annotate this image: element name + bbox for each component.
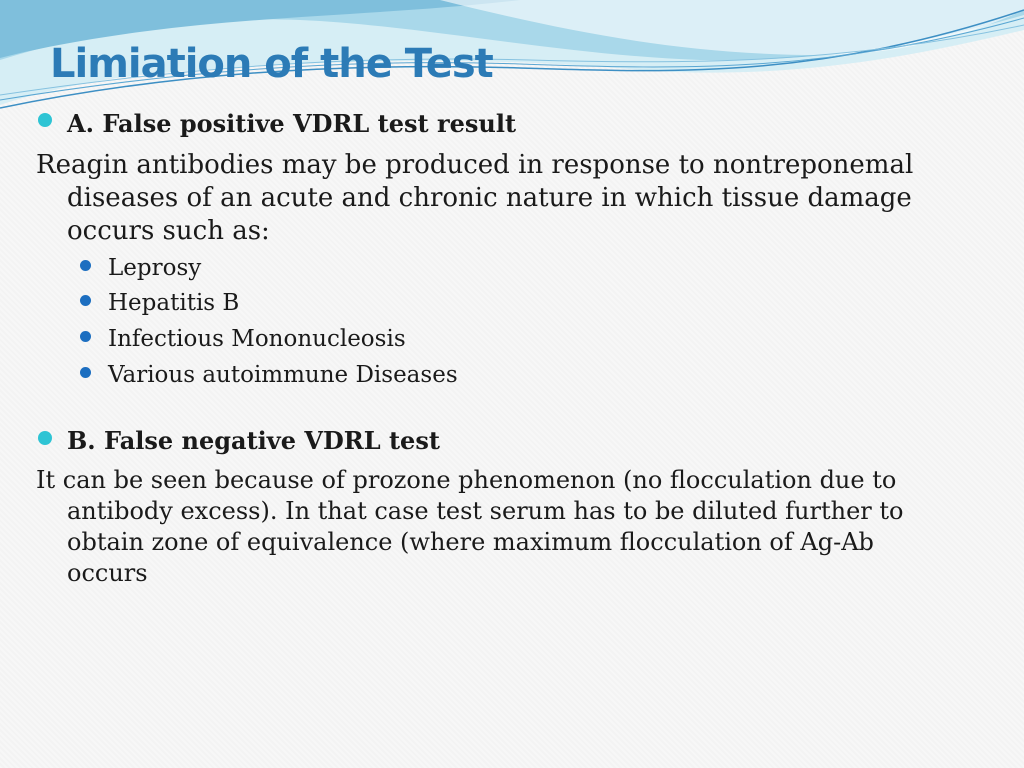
list-item-leprosy: Leprosy: [108, 255, 202, 281]
list-item-autoimmune: Various autoimmune Diseases: [108, 362, 458, 388]
list-item-hepatitis-b: Hepatitis B: [108, 290, 240, 316]
sub-bullet-icon: [80, 331, 91, 342]
section-a-heading: A. False positive VDRL test result: [67, 109, 517, 138]
slide-title: Limiation of the Test: [50, 41, 493, 87]
sub-bullet-icon: [80, 367, 91, 378]
list-item-mononucleosis: Infectious Mononucleosis: [108, 326, 406, 352]
sub-bullet-icon: [80, 260, 91, 271]
bullet-b-icon: [38, 431, 52, 445]
bullet-a-icon: [38, 113, 52, 127]
sub-bullet-icon: [80, 295, 91, 306]
section-b-heading: B. False negative VDRL test: [67, 426, 440, 455]
section-a-paragraph: Reagin antibodies may be produced in response to nontreponemal diseases of an acute and chronic nature in which tissue damage occurs such as:: [36, 150, 914, 246]
section-b-paragraph: It can be seen because of prozone phenomenon (no flocculation due to antibody excess). In that case test serum has to be diluted further to obtain zone of equivalence (where maximum flocculation of Ag-Ab occurs: [36, 466, 904, 587]
